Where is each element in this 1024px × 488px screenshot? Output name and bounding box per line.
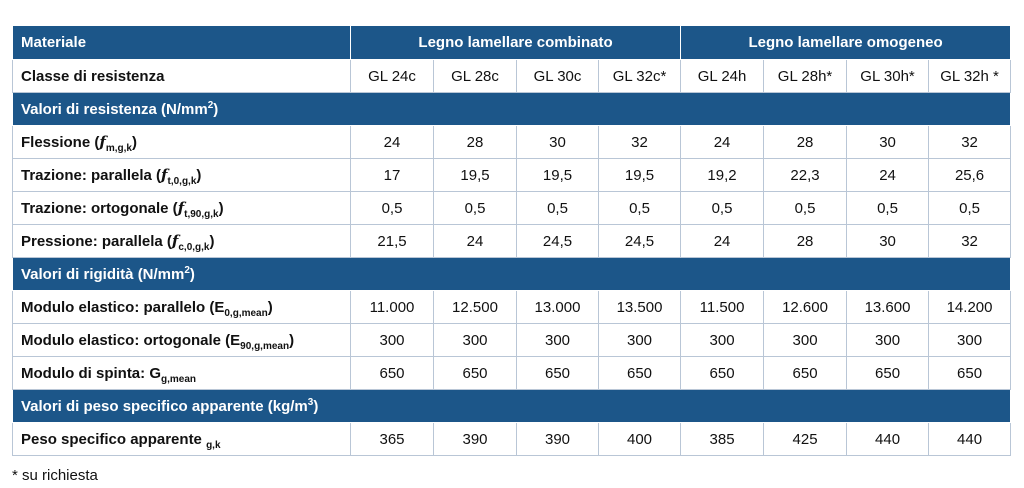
value-cell: 300 (764, 324, 847, 357)
row-label (13, 423, 351, 456)
value-cell: 0,5 (681, 192, 764, 225)
value-cell: 390 (434, 423, 517, 456)
value-cell: 650 (351, 357, 434, 390)
value-cell: 11.000 (351, 291, 434, 324)
row-label (13, 324, 351, 357)
value-cell: 24 (847, 159, 929, 192)
value-cell: 19,2 (681, 159, 764, 192)
class-row (13, 60, 1011, 93)
value-cell: 300 (929, 324, 1011, 357)
row-label (13, 192, 351, 225)
class-cell: GL 24c (351, 60, 434, 93)
value-cell: 300 (681, 324, 764, 357)
section-stiffness-title (13, 258, 1011, 291)
symbol: f (171, 232, 179, 250)
properties-table (12, 25, 1011, 456)
group-combined-header: Legno lamellare combinato (351, 26, 681, 60)
row-label (13, 126, 351, 159)
row-flessione (13, 126, 1011, 159)
label-close: ) (289, 331, 295, 349)
value-cell: 24 (351, 126, 434, 159)
class-cell: GL 28c (434, 60, 517, 93)
value-cell: 19,5 (517, 159, 599, 192)
value-cell: 0,5 (434, 192, 517, 225)
row-pressione-parallela (13, 225, 1011, 258)
value-cell: 28 (764, 126, 847, 159)
value-cell: 650 (764, 357, 847, 390)
row-peso-specifico (13, 423, 1011, 456)
unit-superscript: 3 (307, 396, 314, 408)
class-cell: GL 30h* (847, 60, 929, 93)
subscript: t,0,g,k (167, 176, 197, 187)
label-text: Modulo elastico: ortogonale (E (21, 331, 241, 349)
row-modulo-di-spinta (13, 357, 1011, 390)
unit-superscript: 2 (207, 99, 214, 111)
value-cell: 385 (681, 423, 764, 456)
row-modulo-elastico-ortogonale (13, 324, 1011, 357)
row-trazione-ortogonale (13, 192, 1011, 225)
value-cell: 11.500 (681, 291, 764, 324)
value-cell: 300 (434, 324, 517, 357)
row-label (13, 159, 351, 192)
section-text: Valori di resistenza (N/mm (21, 100, 208, 118)
value-cell: 32 (929, 126, 1011, 159)
section-resistance-title (13, 93, 1011, 126)
class-cell: GL 28h* (764, 60, 847, 93)
class-cell: GL 24h (681, 60, 764, 93)
section-density-title (13, 390, 1011, 423)
value-cell: 12.500 (434, 291, 517, 324)
value-cell: 17 (351, 159, 434, 192)
header-row (13, 26, 1011, 60)
label-close: ) (267, 298, 273, 316)
label-close: ) (131, 134, 137, 151)
section-text: Valori di peso specifico apparente (kg/m (21, 397, 308, 415)
row-trazione-parallela (13, 159, 1011, 192)
unit-superscript: 2 (184, 264, 190, 276)
value-cell: 300 (517, 324, 599, 357)
value-cell: 300 (847, 324, 929, 357)
value-cell: 650 (434, 357, 517, 390)
value-cell: 32 (599, 126, 681, 159)
subscript: g,k (206, 439, 221, 451)
value-cell: 425 (764, 423, 847, 456)
value-cell: 0,5 (847, 192, 929, 225)
material-header: Materiale (13, 26, 351, 60)
value-cell: 440 (929, 423, 1011, 456)
label-text: Flessione ( (21, 134, 100, 151)
value-cell: 24 (434, 225, 517, 258)
value-cell: 14.200 (929, 291, 1011, 324)
value-cell: 32 (929, 225, 1011, 258)
row-label (13, 225, 351, 258)
value-cell: 0,5 (517, 192, 599, 225)
row-label (13, 291, 351, 324)
subscript: 90,g,mean (240, 340, 290, 352)
label-close: ) (218, 200, 224, 217)
label-text: Trazione: parallela ( (21, 167, 162, 184)
value-cell: 650 (517, 357, 599, 390)
value-cell: 30 (517, 126, 599, 159)
section-close: ) (189, 265, 195, 283)
value-cell: 24,5 (599, 225, 681, 258)
subscript: m,g,k (105, 143, 132, 154)
subscript: c,0,g,k (178, 242, 210, 253)
value-cell: 650 (681, 357, 764, 390)
value-cell: 440 (847, 423, 929, 456)
subscript: t,90,g,k (184, 209, 219, 220)
value-cell: 390 (517, 423, 599, 456)
label-text: Pressione: parallela ( (21, 233, 172, 250)
label-text: Trazione: ortogonale ( (21, 200, 178, 217)
value-cell: 30 (847, 225, 929, 258)
value-cell: 24,5 (517, 225, 599, 258)
value-cell: 21,5 (351, 225, 434, 258)
section-density-row (13, 390, 1011, 423)
value-cell: 400 (599, 423, 681, 456)
label-text: Peso specifico apparente (21, 430, 207, 448)
value-cell: 30 (847, 126, 929, 159)
group-homogeneous-header: Legno lamellare omogeneo (681, 26, 1011, 60)
value-cell: 24 (681, 225, 764, 258)
value-cell: 650 (599, 357, 681, 390)
class-label: Classe di resistenza (13, 60, 351, 93)
section-stiffness-row (13, 258, 1011, 291)
value-cell: 0,5 (599, 192, 681, 225)
symbol: f (161, 166, 168, 184)
value-cell: 25,6 (929, 159, 1011, 192)
label-text: Modulo di spinta: G (21, 364, 161, 382)
label-close: ) (209, 233, 215, 250)
symbol: f (99, 133, 106, 151)
value-cell: 24 (681, 126, 764, 159)
properties-table-wrapper (12, 25, 1010, 456)
value-cell: 22,3 (764, 159, 847, 192)
section-close: ) (313, 397, 319, 415)
footnote: * su richiesta (12, 467, 98, 484)
section-close: ) (213, 100, 219, 118)
class-cell: GL 32h * (929, 60, 1011, 93)
value-cell: 28 (764, 225, 847, 258)
subscript: 0,g,mean (224, 307, 268, 319)
symbol: f (177, 199, 185, 217)
class-cell: GL 30c (517, 60, 599, 93)
section-resistance-row (13, 93, 1011, 126)
value-cell: 13.500 (599, 291, 681, 324)
value-cell: 0,5 (351, 192, 434, 225)
label-text: Modulo elastico: parallelo (E (21, 298, 225, 316)
value-cell: 13.600 (847, 291, 929, 324)
row-label (13, 357, 351, 390)
value-cell: 0,5 (929, 192, 1011, 225)
value-cell: 0,5 (764, 192, 847, 225)
value-cell: 28 (434, 126, 517, 159)
value-cell: 19,5 (434, 159, 517, 192)
value-cell: 650 (847, 357, 929, 390)
value-cell: 365 (351, 423, 434, 456)
value-cell: 300 (599, 324, 681, 357)
value-cell: 300 (351, 324, 434, 357)
value-cell: 19,5 (599, 159, 681, 192)
value-cell: 650 (929, 357, 1011, 390)
section-text: Valori di rigidità (N/mm (21, 265, 185, 283)
row-modulo-elastico-parallelo (13, 291, 1011, 324)
value-cell: 13.000 (517, 291, 599, 324)
label-close: ) (196, 167, 202, 184)
class-cell: GL 32c* (599, 60, 681, 93)
value-cell: 12.600 (764, 291, 847, 324)
subscript: g,mean (160, 373, 196, 385)
